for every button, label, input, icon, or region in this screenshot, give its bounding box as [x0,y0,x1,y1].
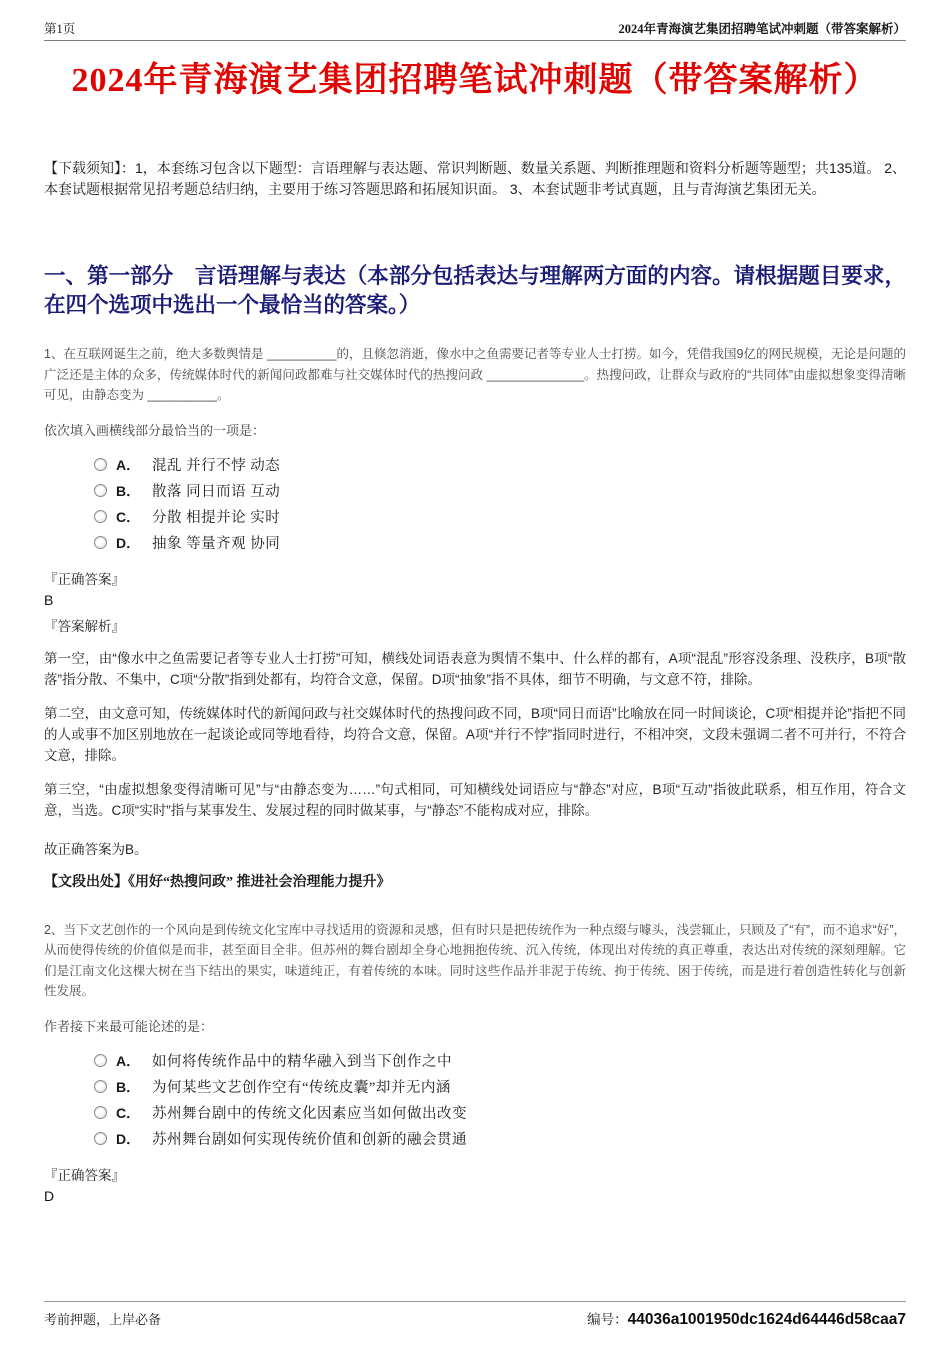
radio-icon[interactable] [94,536,107,549]
footer-serial-value: 44036a1001950dc1624d64446d58caa7 [627,1311,906,1328]
radio-icon[interactable] [94,1106,107,1119]
question-stem: 1、在互联网诞生之前，绝大多数舆情是 __________的，且倏忽消逝，像水中之鱼需要记者等专业人士打捞。如今，凭借我国9亿的网民规模，无论是问题的广泛还是主体的众多，传统媒体时代的新闻问政都难与社交媒体时代的热搜问政 ______________。热搜问政，让群众与政府的“共同体”由虚拟想象变得清晰可见，由静态变为 __________。 [44,347,906,403]
option-letter: D． [116,1130,141,1147]
page-header [44,0,906,41]
page-footer [44,1301,906,1329]
radio-icon[interactable] [94,484,107,497]
option-text: 混乱 并行不悖 动态 [152,458,281,475]
radio-icon[interactable] [94,458,107,471]
analysis-paragraph-2: 第二空，由文意可知，传统媒体时代的新闻问政与社交媒体时代的热搜问政不同，B项“同日而语”比喻放在同一时间谈论，C项“相提并论”指把不同的人或事不加区别地放在一起谈论或同等地看待，均符合文意，保留。A项“并行不悖”指同时进行，不相冲突，文段未强调二者不可并行，不符合文意，排除。 [44,705,906,763]
option-d[interactable] [94,530,906,556]
section-heading: 一、第一部分 言语理解与表达（本部分包括表达与理解两方面的内容。请根据题目要求，在四个选项中选出一个最恰当的答案。） [44,264,906,317]
option-text: 如何将传统作品中的精华融入到当下创作之中 [152,1054,452,1071]
footer-slogan: 考前押题，上岸必备 [44,1312,162,1327]
download-notice: 【下载须知】：1，本套练习包含以下题型：言语理解与表达题、常识判断题、数量关系题、判断推理题和资料分析题等题型；共135道。 2、本套试题根据常见招考题总结归纳，主要用于练习答题思路和拓展知识面。 3、本套试题非考试真题，且与青海演艺集团无关。 [44,160,906,197]
correct-answer-value: D [44,1187,55,1204]
option-text: 苏州舞台剧中的传统文化因素应当如何做出改变 [152,1106,467,1123]
option-text: 为何某些文艺创作空有“传统皮囊”却并无内涵 [152,1080,451,1097]
radio-icon[interactable] [94,510,107,523]
option-c[interactable] [94,504,906,530]
option-a[interactable] [94,1048,906,1074]
option-letter: D． [116,534,141,551]
header-page-number: 第1页 [44,22,76,36]
page-title: 2024年青海演艺集团招聘笔试冲刺题（带答案解析） [71,62,879,99]
option-c[interactable] [94,1100,906,1126]
analysis-paragraph-1: 第一空，由“像水中之鱼需要记者等专业人士打捞”可知，横线处词语表意为舆情不集中、什么样的都有，A项“混乱”形容没条理、没秩序，B项“散落”指分散、不集中，C项“分散”指到处都有，均符合文意，保留。D项“抽象”指不具体，细节不明确，与文意不符，排除。 [44,650,906,687]
correct-answer-label: 『正确答案』 [44,1167,125,1183]
option-letter: A． [116,456,141,473]
option-letter: B． [116,482,141,499]
footer-serial [587,1308,906,1329]
question-lead-in: 作者接下来最可能论述的是： [44,1018,214,1034]
options-list [94,452,906,556]
radio-icon[interactable] [94,1054,107,1067]
footer-serial-label: 编号： [587,1312,628,1327]
passage-source: 【文段出处】《用好“热搜问政” 推进社会治理能力提升》 [44,874,391,890]
option-d[interactable] [94,1126,906,1152]
option-letter: C． [116,1104,141,1121]
question-stem: 2、当下文艺创作的一个风向是到传统文化宝库中寻找适用的资源和灵感，但有时只是把传统作为一种点缀与噱头，浅尝辄止，只顾及了“有”，而不追求“好”，从而使得传统的价值似是而非，甚至面目全非。但苏州的舞台剧却全身心地拥抱传统、沉入传统，体现出对传统的真正尊重，表达出对传统的深刻理解。它们是江南文化这棵大树在当下结出的果实，味道纯正，有着传统的本味。同时这些作品并非泥于传统、拘于传统、困于传统，而是进行着创造性转化与创新性发展。 [44,922,906,999]
question-1 [44,344,906,891]
option-letter: C． [116,508,141,525]
radio-icon[interactable] [94,1080,107,1093]
options-list [94,1048,906,1152]
analysis-conclusion: 故正确答案为B。 [44,841,148,857]
option-text: 散落 同日而语 互动 [152,484,281,501]
option-text: 苏州舞台剧如何实现传统价值和创新的融会贯通 [152,1132,467,1149]
question-2 [44,920,906,1204]
option-a[interactable] [94,452,906,478]
option-text: 分散 相提并论 实时 [152,510,281,527]
option-letter: B． [116,1078,141,1095]
correct-answer-value: B [44,591,54,608]
header-doc-title: 2024年青海演艺集团招聘笔试冲刺题（带答案解析） [618,22,906,36]
correct-answer-label: 『正确答案』 [44,571,125,587]
option-b[interactable] [94,478,906,504]
question-lead-in: 依次填入画横线部分最恰当的一项是： [44,422,266,438]
analysis-label: 『答案解析』 [44,618,125,634]
radio-icon[interactable] [94,1132,107,1145]
option-text: 抽象 等量齐观 协同 [152,536,281,553]
analysis-paragraph-3: 第三空，“由虚拟想象变得清晰可见”与“由静态变为……”句式相同，可知横线处词语应与“静态”对应，B项“互动”指彼此联系，相互作用，符合文意，当选。C项“实时”指与某事发生、发展过程的同时做某事，与“静态”不能构成对应，排除。 [44,781,906,818]
option-letter: A． [116,1052,141,1069]
option-b[interactable] [94,1074,906,1100]
